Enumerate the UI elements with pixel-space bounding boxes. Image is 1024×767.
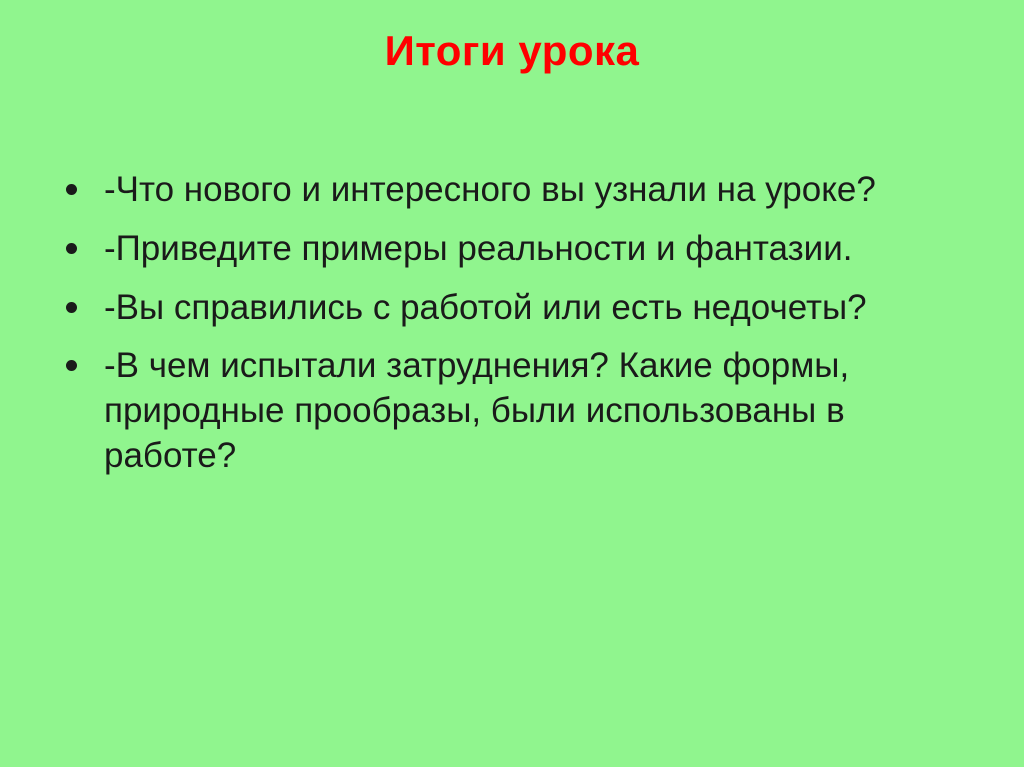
list-item-text: -Что нового и интересного вы узнали на уроке? bbox=[104, 170, 876, 209]
bullet-list bbox=[52, 168, 952, 493]
list-item bbox=[52, 344, 952, 478]
list-item-text: -Приведите примеры реальности и фантазии. bbox=[104, 228, 853, 268]
list-item bbox=[52, 227, 952, 272]
list-item bbox=[52, 168, 952, 213]
bullet-dot-icon bbox=[66, 360, 77, 371]
bullet-dot-icon bbox=[66, 184, 77, 195]
list-item bbox=[52, 286, 952, 331]
list-item-text: -В чем испытали затруднения? Какие формы, природные прообразы, были использованы в работе? bbox=[104, 346, 850, 475]
list-item-text: -Вы справились с работой или есть недочеты? bbox=[104, 287, 867, 327]
bullet-dot-icon bbox=[66, 243, 77, 254]
bullet-dot-icon bbox=[66, 302, 77, 313]
page-title: Итоги урока bbox=[384, 27, 640, 74]
